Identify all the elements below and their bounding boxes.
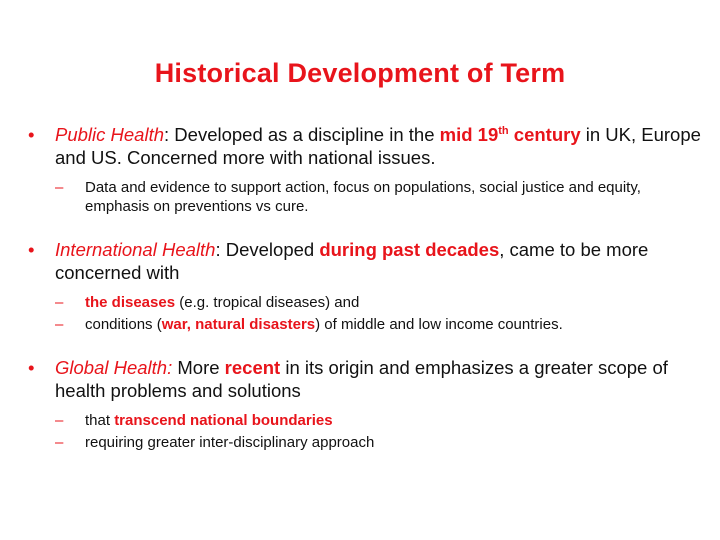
sub-bullet-dash: – xyxy=(55,294,64,311)
highlight-transcend-national-boundaries: transcend national boundaries xyxy=(114,412,333,429)
sub-bullet-text: conditions ( xyxy=(85,316,162,333)
sub-list xyxy=(55,293,708,334)
sub-bullet-text: that xyxy=(85,412,115,429)
sub-bullet-text: ) of middle and low income countries. xyxy=(315,316,563,333)
term-public-health: Public Health xyxy=(55,124,165,145)
sub-bullet-dash: – xyxy=(55,316,64,333)
sub-bullet xyxy=(55,411,708,430)
highlight-the-diseases: the diseases xyxy=(85,294,176,311)
sub-bullet-text: requiring greater inter-disciplinary approach xyxy=(85,434,375,451)
bullet-text: in its origin and emphasizes a greater scope of health problems and solutions xyxy=(55,357,668,401)
sub-bullet xyxy=(55,433,708,452)
bullet-text: in UK, Europe and US. Concerned more with national issues. xyxy=(55,124,701,168)
sub-list xyxy=(55,178,708,216)
sub-bullet-dash: – xyxy=(55,434,64,451)
highlight-during-past-decades: during past decades xyxy=(319,239,500,260)
bullet-international-health xyxy=(28,238,708,334)
sub-bullet-dash: – xyxy=(55,179,64,196)
sub-bullet xyxy=(55,315,708,334)
bullet-list xyxy=(28,123,708,452)
highlight-recent: recent xyxy=(224,357,281,378)
bullet-public-health xyxy=(28,123,708,216)
bullet-dot: • xyxy=(28,124,35,145)
sub-bullet-dash: – xyxy=(55,412,64,429)
bullet-text: More xyxy=(172,357,225,378)
highlight-text: mid 19 xyxy=(439,124,499,145)
term-colon: : xyxy=(167,357,173,378)
bullet-text: , came to be more concerned with xyxy=(55,239,649,283)
highlight-war-natural-disasters: war, natural disasters xyxy=(161,316,316,333)
bullet-global-health xyxy=(28,356,708,452)
sub-bullet-text: Data and evidence to support action, focus on populations, social justice and equity, emphasis on preventions vs cure. xyxy=(85,179,641,215)
slide-title: Historical Development of Term xyxy=(154,58,566,88)
sub-list xyxy=(55,411,708,452)
superscript-th: th xyxy=(498,124,509,137)
highlight-mid-19th-century xyxy=(440,124,581,145)
bullet-text: : Developed xyxy=(215,239,320,260)
bullet-text: : Developed as a discipline in the xyxy=(164,124,440,145)
bullet-dot: • xyxy=(28,357,35,378)
sub-bullet xyxy=(55,178,708,216)
sub-bullet xyxy=(55,293,708,312)
highlight-text: century xyxy=(508,124,581,145)
term-global-health: Global Health xyxy=(55,357,168,378)
bullet-dot: • xyxy=(28,239,35,260)
term-international-health: International Health xyxy=(55,239,216,260)
sub-bullet-text: (e.g. tropical diseases) and xyxy=(175,294,360,311)
